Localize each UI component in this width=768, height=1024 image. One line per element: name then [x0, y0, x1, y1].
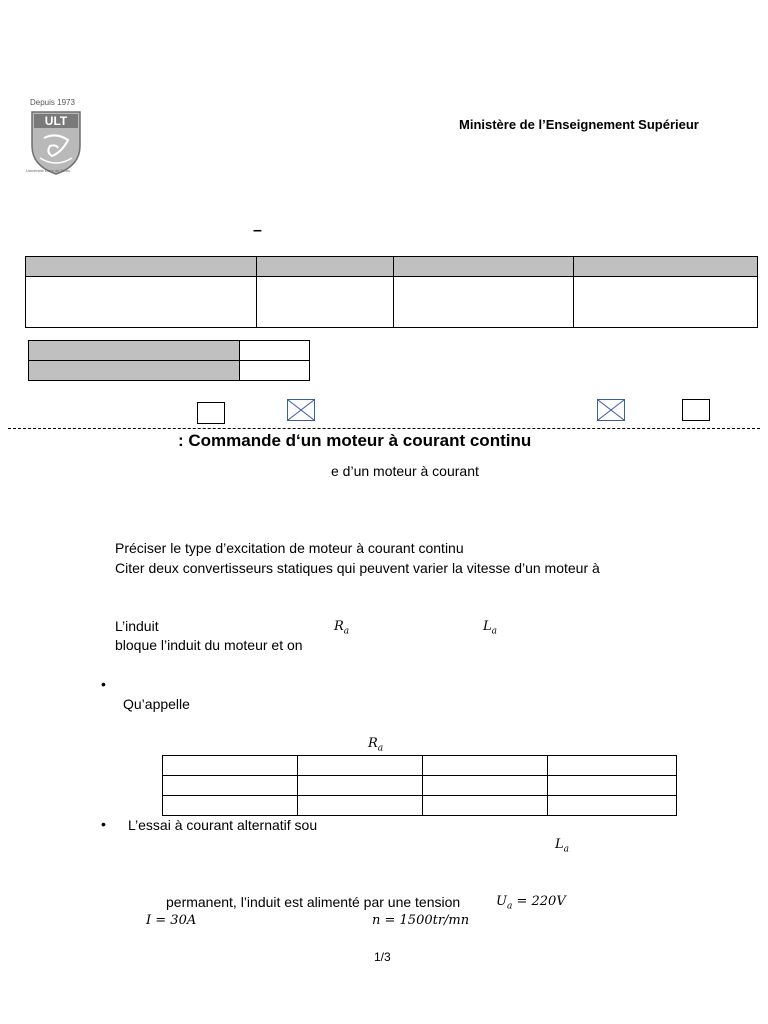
table-cell[interactable] [548, 756, 677, 776]
current-value: I = 30A [146, 913, 197, 928]
table-cell[interactable] [548, 776, 677, 796]
bloque-text: bloque l’induit du moteur et on [115, 637, 303, 653]
page-number: 1/3 [374, 950, 391, 964]
ra-table-label: $R_a$ [368, 736, 384, 754]
logo-university-text: Université Libre de Tunis [26, 168, 71, 173]
essai-text: L’essai à courant alternatif sou [128, 817, 318, 833]
table-cell[interactable] [423, 796, 548, 816]
grade-label-cell [29, 361, 240, 381]
info-cell[interactable] [574, 277, 758, 328]
ra-symbol: $R_a$ [334, 619, 350, 637]
logo-since-text: Depuis 1973 [30, 98, 75, 107]
info-cell[interactable] [257, 277, 394, 328]
info-header-cell [574, 257, 758, 277]
grade-label-cell [29, 341, 240, 361]
info-header-cell [257, 257, 394, 277]
table-cell[interactable] [423, 776, 548, 796]
bullet: • [101, 816, 106, 832]
info-header-cell [26, 257, 257, 277]
checkbox-empty[interactable] [682, 399, 710, 421]
cross-icon [288, 400, 314, 420]
induit-text: L’induit [115, 618, 159, 634]
ministry-heading: Ministère de l’Enseignement Supérieur [459, 117, 699, 132]
speed-value: n = 1500tr/mn [372, 913, 470, 928]
exercise-title: : Commande d‘un moteur à courant continu [178, 431, 532, 450]
checkbox-checked[interactable] [287, 399, 315, 421]
la-symbol-2: $L_a$ [555, 837, 570, 855]
bullet: • [101, 676, 106, 692]
question-converters: Citer deux convertisseurs statiques qui peuvent varier la vitesse d’un moteur à [115, 560, 600, 576]
dashed-separator [8, 428, 760, 429]
checkbox-checked[interactable] [597, 399, 625, 421]
table-cell[interactable] [423, 756, 548, 776]
table-cell[interactable] [163, 796, 298, 816]
table-cell[interactable] [163, 776, 298, 796]
ua-value: $U_a = 220V$ [496, 894, 566, 912]
qappelle-text: Qu’appelle [123, 696, 190, 712]
exercise-subtitle: e d’un moteur à courant [331, 463, 479, 479]
cross-icon [598, 400, 624, 420]
la-symbol: $L_a$ [483, 619, 498, 637]
table-cell[interactable] [163, 756, 298, 776]
ra-measure-table [162, 755, 677, 816]
table-cell[interactable] [298, 776, 423, 796]
table-cell[interactable] [298, 796, 423, 816]
table-cell[interactable] [548, 796, 677, 816]
grade-value-cell[interactable] [240, 341, 310, 361]
info-cell[interactable] [394, 277, 574, 328]
info-cell[interactable] [26, 277, 257, 328]
permanent-text: permanent, l’induit est alimenté par une tension [166, 894, 461, 910]
university-logo [26, 98, 86, 178]
header-dash: – [253, 222, 262, 239]
student-info-table [25, 256, 758, 328]
table-cell[interactable] [298, 756, 423, 776]
grade-table [28, 340, 310, 381]
info-header-cell [394, 257, 574, 277]
grade-value-cell[interactable] [240, 361, 310, 381]
logo-letters: ULT [44, 114, 68, 128]
checkbox-empty[interactable] [197, 402, 225, 424]
question-excitation: Préciser le type d’excitation de moteur à courant continu [115, 540, 464, 556]
